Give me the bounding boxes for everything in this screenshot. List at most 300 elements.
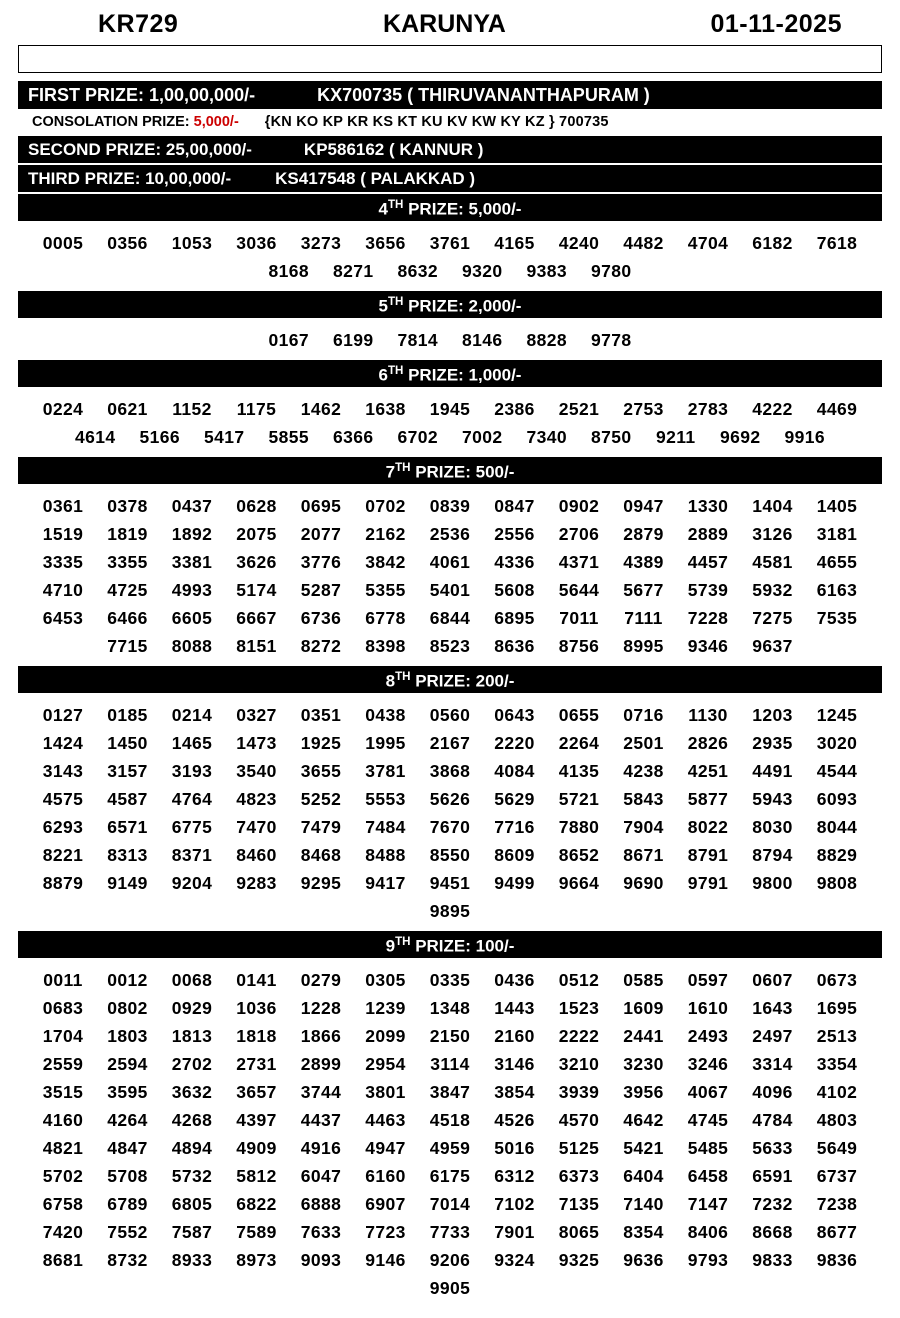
prize-number: 8371 bbox=[171, 845, 213, 865]
prize-number: 0141 bbox=[236, 970, 277, 990]
prize-number: 3868 bbox=[429, 761, 471, 781]
prize-number: 3632 bbox=[171, 1082, 213, 1102]
prize-number: 7716 bbox=[494, 817, 535, 837]
prize-number: 4469 bbox=[816, 399, 858, 419]
prize-number: 6093 bbox=[816, 789, 858, 809]
prize-number: 1443 bbox=[494, 998, 535, 1018]
prize-number: 4823 bbox=[236, 789, 277, 809]
prize-number: 5702 bbox=[42, 1166, 84, 1186]
prize-number: 0683 bbox=[42, 998, 84, 1018]
prize-number: 1704 bbox=[42, 1026, 84, 1046]
second-prize-winner: KP586162 ( KANNUR ) bbox=[303, 140, 484, 159]
prize-number: 1330 bbox=[687, 496, 729, 516]
prize-number: 2150 bbox=[429, 1026, 471, 1046]
prize-number: 1053 bbox=[171, 233, 213, 253]
prize-number: 9383 bbox=[526, 261, 568, 281]
prize-number: 4894 bbox=[171, 1138, 213, 1158]
prize-number: 9204 bbox=[171, 873, 213, 893]
prize-number: 8829 bbox=[816, 845, 858, 865]
prize-number: 4847 bbox=[107, 1138, 148, 1158]
prize-number: 2075 bbox=[236, 524, 277, 544]
prize-number: 0802 bbox=[107, 998, 148, 1018]
prize-number: 1175 bbox=[236, 399, 277, 419]
prize-number: 5649 bbox=[816, 1138, 858, 1158]
prize-number: 6805 bbox=[171, 1194, 213, 1214]
lottery-name: KARUNYA bbox=[383, 10, 506, 38]
prize-number: 6907 bbox=[365, 1194, 406, 1214]
prize-number: 4909 bbox=[236, 1138, 277, 1158]
prize-number: 9905 bbox=[429, 1278, 471, 1298]
prize-number: 6175 bbox=[429, 1166, 471, 1186]
prize-number: 7552 bbox=[107, 1222, 148, 1242]
prize-number: 4457 bbox=[687, 552, 729, 572]
prize-number: 8671 bbox=[623, 845, 664, 865]
prize-number: 3655 bbox=[300, 761, 342, 781]
prize-number: 4614 bbox=[74, 427, 116, 447]
prize-number: 8146 bbox=[461, 330, 503, 350]
prize-number: 5932 bbox=[752, 580, 793, 600]
prize-number: 1818 bbox=[236, 1026, 277, 1046]
prize-number: 9295 bbox=[300, 873, 342, 893]
prize-number: 4437 bbox=[300, 1110, 342, 1130]
prize-number: 0436 bbox=[494, 970, 535, 990]
prize-number: 8468 bbox=[300, 845, 342, 865]
prize-number: 5252 bbox=[300, 789, 342, 809]
prize-number: 7340 bbox=[526, 427, 568, 447]
prize-number: 4268 bbox=[171, 1110, 213, 1130]
prize-number: 9791 bbox=[687, 873, 729, 893]
prize-number: 4371 bbox=[558, 552, 600, 572]
prize-number: 4160 bbox=[42, 1110, 84, 1130]
prize-number: 4463 bbox=[365, 1110, 406, 1130]
prize-number: 0327 bbox=[236, 705, 277, 725]
prize-number: 2386 bbox=[494, 399, 535, 419]
sixth-prize-numbers bbox=[18, 389, 882, 457]
prize-number: 9346 bbox=[687, 636, 729, 656]
prize-number: 0011 bbox=[43, 970, 83, 990]
prize-number: 7589 bbox=[236, 1222, 277, 1242]
prize-number: 4397 bbox=[236, 1110, 277, 1130]
prize-number: 9325 bbox=[558, 1250, 600, 1270]
prize-number: 1925 bbox=[300, 733, 342, 753]
prize-number: 9206 bbox=[429, 1250, 471, 1270]
prize-number: 3273 bbox=[300, 233, 342, 253]
fifth-prize-label: 5TH PRIZE: 2,000/- bbox=[378, 296, 522, 316]
prize-number: 5016 bbox=[494, 1138, 535, 1158]
prize-number: 0716 bbox=[623, 705, 664, 725]
prize-number: 0947 bbox=[623, 496, 664, 516]
prize-number: 2879 bbox=[623, 524, 664, 544]
prize-number: 8398 bbox=[365, 636, 406, 656]
prize-number: 8791 bbox=[687, 845, 729, 865]
prize-number: 8632 bbox=[397, 261, 439, 281]
fourth-prize-band bbox=[18, 194, 882, 221]
prize-number: 0437 bbox=[171, 496, 213, 516]
prize-number: 0378 bbox=[107, 496, 148, 516]
prize-number: 7715 bbox=[107, 636, 148, 656]
prize-number: 7275 bbox=[752, 608, 793, 628]
prize-number: 5166 bbox=[139, 427, 181, 447]
prize-number: 0167 bbox=[268, 330, 310, 350]
prize-number: 5626 bbox=[429, 789, 471, 809]
prize-number: 5943 bbox=[752, 789, 793, 809]
prize-number: 8750 bbox=[590, 427, 632, 447]
prize-number: 0839 bbox=[429, 496, 471, 516]
third-prize-band bbox=[18, 165, 882, 192]
second-prize-label: SECOND PRIZE: 25,00,000/- bbox=[28, 140, 252, 159]
prize-number: 0929 bbox=[171, 998, 213, 1018]
prize-number: 9778 bbox=[590, 330, 632, 350]
prize-number: 8794 bbox=[752, 845, 793, 865]
prize-number: 4587 bbox=[107, 789, 148, 809]
prize-number: 1892 bbox=[171, 524, 213, 544]
prize-number: 6373 bbox=[558, 1166, 600, 1186]
prize-number: 8065 bbox=[558, 1222, 600, 1242]
prize-number: 1036 bbox=[236, 998, 277, 1018]
prize-number: 7014 bbox=[429, 1194, 471, 1214]
prize-number: 5732 bbox=[171, 1166, 213, 1186]
prize-number: 7102 bbox=[494, 1194, 535, 1214]
prize-number: 8550 bbox=[429, 845, 471, 865]
draw-code: KR729 bbox=[98, 10, 179, 38]
prize-number: 3515 bbox=[42, 1082, 84, 1102]
prize-number: 9149 bbox=[107, 873, 148, 893]
prize-number: 0702 bbox=[365, 496, 406, 516]
seventh-prize-label: 7TH PRIZE: 500/- bbox=[385, 462, 515, 482]
prize-number: 3626 bbox=[236, 552, 277, 572]
eighth-prize-label: 8TH PRIZE: 200/- bbox=[385, 671, 515, 691]
prize-number: 5739 bbox=[687, 580, 729, 600]
prize-number: 2077 bbox=[300, 524, 342, 544]
prize-number: 1152 bbox=[172, 399, 212, 419]
prize-number: 0607 bbox=[752, 970, 793, 990]
prize-number: 7135 bbox=[558, 1194, 600, 1214]
prize-number: 2536 bbox=[429, 524, 471, 544]
prize-number: 4251 bbox=[687, 761, 729, 781]
prize-number: 1609 bbox=[623, 998, 664, 1018]
prize-number: 1450 bbox=[107, 733, 148, 753]
prize-number: 6702 bbox=[397, 427, 439, 447]
prize-number: 4240 bbox=[558, 233, 600, 253]
prize-number: 3847 bbox=[429, 1082, 471, 1102]
prize-number: 0279 bbox=[300, 970, 342, 990]
prize-number: 8668 bbox=[752, 1222, 793, 1242]
prize-number: 5485 bbox=[687, 1138, 729, 1158]
prize-number: 6778 bbox=[365, 608, 406, 628]
seventh-prize-band bbox=[18, 457, 882, 484]
prize-number: 2513 bbox=[816, 1026, 858, 1046]
prize-number: 4821 bbox=[42, 1138, 84, 1158]
prize-number: 1473 bbox=[236, 733, 277, 753]
prize-number: 9692 bbox=[719, 427, 761, 447]
prize-number: 3842 bbox=[365, 552, 406, 572]
prize-number: 0621 bbox=[107, 399, 148, 419]
prize-number: 5608 bbox=[494, 580, 535, 600]
prize-number: 0673 bbox=[816, 970, 858, 990]
prize-number: 1610 bbox=[687, 998, 729, 1018]
prize-number: 0305 bbox=[365, 970, 406, 990]
prize-number: 4518 bbox=[429, 1110, 471, 1130]
prize-number: 8652 bbox=[558, 845, 600, 865]
prize-number: 4264 bbox=[107, 1110, 148, 1130]
prize-number: 1523 bbox=[558, 998, 600, 1018]
prize-number: 7901 bbox=[494, 1222, 535, 1242]
prize-number: 3540 bbox=[236, 761, 277, 781]
prize-number: 2559 bbox=[42, 1054, 84, 1074]
prize-number: 5633 bbox=[752, 1138, 793, 1158]
prize-number: 4526 bbox=[494, 1110, 535, 1130]
prize-number: 5629 bbox=[494, 789, 535, 809]
prize-number: 7633 bbox=[300, 1222, 342, 1242]
prize-number: 2594 bbox=[107, 1054, 148, 1074]
prize-number: 0902 bbox=[558, 496, 600, 516]
prize-number: 7733 bbox=[429, 1222, 471, 1242]
consolation-label: CONSOLATION PRIZE: bbox=[32, 114, 190, 130]
prize-number: 9146 bbox=[365, 1250, 406, 1270]
prize-number: 8879 bbox=[42, 873, 84, 893]
prize-number: 6775 bbox=[171, 817, 213, 837]
prize-number: 7587 bbox=[171, 1222, 213, 1242]
prize-number: 5287 bbox=[300, 580, 342, 600]
prize-number: 1405 bbox=[816, 496, 858, 516]
prize-number: 7814 bbox=[397, 330, 439, 350]
prize-number: 8636 bbox=[494, 636, 535, 656]
prize-number: 3246 bbox=[687, 1054, 729, 1074]
prize-number: 5401 bbox=[429, 580, 471, 600]
consolation-amount: 5,000/- bbox=[193, 114, 239, 130]
prize-number: 1465 bbox=[171, 733, 213, 753]
prize-number: 0005 bbox=[42, 233, 84, 253]
prize-number: 2497 bbox=[752, 1026, 793, 1046]
prize-number: 3193 bbox=[171, 761, 213, 781]
prize-number: 0185 bbox=[107, 705, 148, 725]
prize-number: 2160 bbox=[494, 1026, 535, 1046]
prize-number: 0655 bbox=[558, 705, 600, 725]
prize-number: 6667 bbox=[236, 608, 277, 628]
prize-number: 1866 bbox=[300, 1026, 342, 1046]
prize-number: 3381 bbox=[171, 552, 213, 572]
prize-number: 8681 bbox=[42, 1250, 84, 1270]
prize-number: 9451 bbox=[429, 873, 471, 893]
prize-number: 3781 bbox=[365, 761, 406, 781]
prize-number: 0335 bbox=[429, 970, 471, 990]
first-prize-label: FIRST PRIZE: 1,00,00,000/- bbox=[28, 85, 256, 105]
prize-number: 3181 bbox=[816, 524, 858, 544]
eighth-prize-numbers bbox=[18, 695, 882, 931]
prize-number: 3146 bbox=[494, 1054, 535, 1074]
fourth-prize-numbers bbox=[18, 223, 882, 291]
prize-number: 8044 bbox=[816, 817, 858, 837]
prize-number: 5421 bbox=[623, 1138, 664, 1158]
prize-number: 4947 bbox=[365, 1138, 406, 1158]
prize-number: 6293 bbox=[42, 817, 84, 837]
prize-number: 4238 bbox=[623, 761, 664, 781]
prize-number: 3230 bbox=[623, 1054, 664, 1074]
prize-number: 8313 bbox=[107, 845, 148, 865]
prize-number: 6844 bbox=[429, 608, 471, 628]
prize-number: 8609 bbox=[494, 845, 535, 865]
prize-number: 1519 bbox=[42, 524, 84, 544]
prize-number: 1245 bbox=[816, 705, 858, 725]
first-prize-winner: KX700735 ( THIRUVANANTHAPURAM ) bbox=[317, 85, 650, 105]
prize-number: 2264 bbox=[558, 733, 600, 753]
prize-number: 4784 bbox=[752, 1110, 793, 1130]
prize-number: 3314 bbox=[752, 1054, 793, 1074]
prize-number: 3801 bbox=[365, 1082, 406, 1102]
prize-number: 9793 bbox=[687, 1250, 729, 1270]
prize-number: 3210 bbox=[558, 1054, 600, 1074]
prize-number: 5553 bbox=[365, 789, 406, 809]
prize-number: 3335 bbox=[42, 552, 84, 572]
prize-number: 5877 bbox=[687, 789, 729, 809]
prize-number: 6758 bbox=[42, 1194, 84, 1214]
prize-number: 0361 bbox=[42, 496, 84, 516]
prize-number: 4544 bbox=[816, 761, 858, 781]
prize-number: 0847 bbox=[494, 496, 535, 516]
prize-number: 3657 bbox=[236, 1082, 277, 1102]
prize-number: 4102 bbox=[816, 1082, 858, 1102]
prize-number: 8933 bbox=[171, 1250, 213, 1270]
prize-number: 6789 bbox=[107, 1194, 148, 1214]
prize-number: 0068 bbox=[171, 970, 213, 990]
prize-number: 8272 bbox=[300, 636, 342, 656]
prize-number: 5843 bbox=[623, 789, 664, 809]
prize-number: 0127 bbox=[42, 705, 84, 725]
first-prize-band bbox=[18, 81, 882, 109]
prize-number: 2899 bbox=[300, 1054, 342, 1074]
seventh-prize-numbers bbox=[18, 486, 882, 666]
prize-number: 5174 bbox=[236, 580, 277, 600]
prize-number: 8030 bbox=[752, 817, 793, 837]
prize-number: 9836 bbox=[816, 1250, 858, 1270]
prize-number: 1203 bbox=[752, 705, 793, 725]
prize-number: 0438 bbox=[365, 705, 406, 725]
prize-number: 3126 bbox=[752, 524, 793, 544]
prize-number: 9800 bbox=[752, 873, 793, 893]
fifth-prize-numbers bbox=[18, 320, 882, 360]
prize-number: 2501 bbox=[623, 733, 664, 753]
prize-number: 4165 bbox=[494, 233, 535, 253]
prize-number: 2935 bbox=[752, 733, 793, 753]
sixth-prize-band bbox=[18, 360, 882, 387]
prize-number: 9211 bbox=[655, 427, 696, 447]
prize-number: 1462 bbox=[300, 399, 342, 419]
prize-number: 1995 bbox=[365, 733, 406, 753]
prize-number: 8995 bbox=[623, 636, 664, 656]
prize-number: 8677 bbox=[816, 1222, 858, 1242]
prize-number: 2954 bbox=[365, 1054, 406, 1074]
prize-number: 1404 bbox=[752, 496, 793, 516]
prize-number: 1695 bbox=[816, 998, 858, 1018]
prize-number: 6458 bbox=[687, 1166, 729, 1186]
prize-number: 0597 bbox=[687, 970, 729, 990]
prize-number: 6404 bbox=[623, 1166, 664, 1186]
prize-number: 0695 bbox=[300, 496, 342, 516]
prize-number: 7479 bbox=[300, 817, 342, 837]
prize-number: 4084 bbox=[494, 761, 535, 781]
prize-number: 4096 bbox=[752, 1082, 793, 1102]
prize-number: 8973 bbox=[236, 1250, 277, 1270]
prize-number: 7002 bbox=[461, 427, 503, 447]
prize-number: 0512 bbox=[558, 970, 600, 990]
prize-number: 4491 bbox=[752, 761, 793, 781]
prize-number: 2702 bbox=[171, 1054, 213, 1074]
prize-number: 2731 bbox=[236, 1054, 277, 1074]
prize-number: 0214 bbox=[171, 705, 213, 725]
prize-number: 3355 bbox=[107, 552, 148, 572]
prize-number: 2222 bbox=[558, 1026, 600, 1046]
prize-number: 4655 bbox=[816, 552, 858, 572]
prize-number: 7880 bbox=[558, 817, 600, 837]
prize-number: 9499 bbox=[494, 873, 535, 893]
prize-number: 9636 bbox=[623, 1250, 664, 1270]
prize-number: 9320 bbox=[461, 261, 503, 281]
prize-number: 8828 bbox=[526, 330, 568, 350]
prize-number: 9093 bbox=[300, 1250, 342, 1270]
prize-number: 0628 bbox=[236, 496, 277, 516]
prize-number: 4067 bbox=[687, 1082, 729, 1102]
prize-number: 3143 bbox=[42, 761, 84, 781]
prize-number: 5644 bbox=[558, 580, 600, 600]
prize-number: 4389 bbox=[623, 552, 664, 572]
prize-number: 6163 bbox=[816, 580, 858, 600]
prize-number: 2753 bbox=[623, 399, 664, 419]
prize-number: 3761 bbox=[429, 233, 471, 253]
draw-date: 01-11-2025 bbox=[710, 10, 842, 38]
prize-number: 0351 bbox=[300, 705, 342, 725]
prize-number: 0643 bbox=[494, 705, 535, 725]
prize-number: 1945 bbox=[429, 399, 471, 419]
prize-number: 7420 bbox=[42, 1222, 84, 1242]
prize-number: 1803 bbox=[107, 1026, 148, 1046]
blank-input-bar[interactable] bbox=[18, 45, 882, 73]
consolation-prize-row bbox=[18, 111, 882, 134]
prize-number: 4570 bbox=[558, 1110, 600, 1130]
prize-number: 6047 bbox=[300, 1166, 342, 1186]
prize-number: 3157 bbox=[107, 761, 148, 781]
prize-number: 9780 bbox=[590, 261, 632, 281]
prize-number: 6182 bbox=[752, 233, 793, 253]
prize-number: 3354 bbox=[816, 1054, 858, 1074]
prize-number: 3939 bbox=[558, 1082, 600, 1102]
prize-number: 7228 bbox=[687, 608, 729, 628]
consolation-series: {KN KO KP KR KS KT KU KV KW KY KZ } 700735 bbox=[264, 114, 609, 130]
prize-number: 8354 bbox=[623, 1222, 664, 1242]
prize-number: 7238 bbox=[816, 1194, 858, 1214]
prize-number: 4581 bbox=[752, 552, 793, 572]
ninth-prize-label: 9TH PRIZE: 100/- bbox=[385, 936, 515, 956]
prize-number: 9324 bbox=[494, 1250, 535, 1270]
prize-number: 9808 bbox=[816, 873, 858, 893]
prize-number: 4764 bbox=[171, 789, 213, 809]
prize-number: 7535 bbox=[816, 608, 858, 628]
eighth-prize-band bbox=[18, 666, 882, 693]
prize-number: 5812 bbox=[236, 1166, 277, 1186]
prize-number: 7470 bbox=[236, 817, 277, 837]
third-prize-winner: KS417548 ( PALAKKAD ) bbox=[275, 169, 476, 188]
prize-number: 5855 bbox=[268, 427, 310, 447]
prize-number: 6160 bbox=[365, 1166, 406, 1186]
prize-number: 2220 bbox=[494, 733, 535, 753]
prize-number: 6466 bbox=[107, 608, 148, 628]
fifth-prize-band bbox=[18, 291, 882, 318]
prize-number: 6199 bbox=[332, 330, 374, 350]
prize-number: 5677 bbox=[623, 580, 664, 600]
prize-number: 8151 bbox=[236, 636, 277, 656]
ninth-prize-band bbox=[18, 931, 882, 958]
prize-number: 1813 bbox=[171, 1026, 213, 1046]
prize-number: 8022 bbox=[687, 817, 729, 837]
